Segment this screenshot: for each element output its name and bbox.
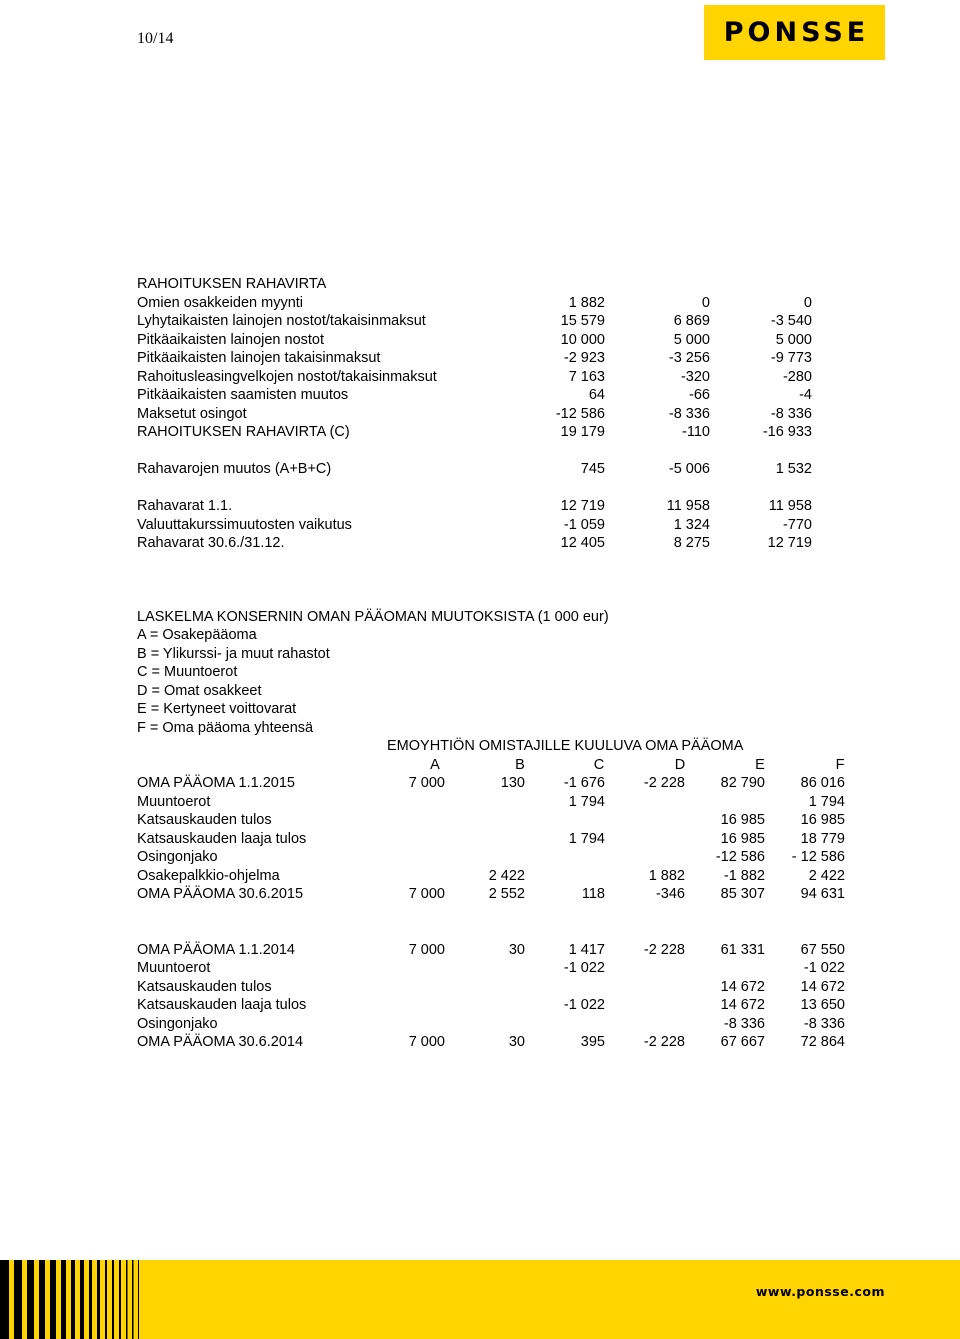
- footer-bar: [0, 1260, 960, 1339]
- value-col-e: 14 672: [720, 997, 765, 1013]
- value-col-c: 1 417: [568, 941, 605, 958]
- equity-row: [137, 959, 857, 978]
- equity-rows-2014: [137, 941, 857, 1052]
- value-col-c: 1 794: [568, 830, 605, 847]
- cashflow-title: [137, 275, 857, 294]
- row-label: Rahavarat 1.1.: [137, 498, 233, 514]
- legend-item: [137, 682, 857, 701]
- logo-text: PONSSE: [723, 17, 870, 48]
- group-header-text: EMOYHTIÖN OMISTAJILLE KUULUVA OMA PÄÄOMA: [387, 738, 744, 754]
- value-col-c: -1 676: [563, 775, 605, 791]
- value-col-e: 67 667: [720, 1034, 765, 1050]
- footer-url: www.ponsse.com: [755, 1284, 885, 1299]
- value-col-1: -12 586: [555, 405, 605, 422]
- value-col-3: -9 773: [770, 350, 812, 366]
- value-col-f: -1 022: [803, 960, 845, 976]
- cash-row: [137, 516, 857, 535]
- legend-item: [137, 663, 857, 682]
- row-label: OMA PÄÄOMA 30.6.2014: [137, 1034, 304, 1050]
- equity-row: [137, 941, 857, 960]
- spacer: [137, 442, 857, 461]
- cashflow-row: [137, 349, 857, 368]
- value-col-f: 1 794: [808, 793, 845, 810]
- value-2014-full: 1 532: [775, 461, 812, 477]
- value-col-f: 2 422: [808, 867, 845, 884]
- value-col-e: 82 790: [720, 775, 765, 791]
- equity-group-header: [137, 737, 857, 756]
- row-label: Rahavarat 30.6./31.12.: [137, 535, 285, 551]
- row-label: Muuntoerot: [137, 793, 211, 810]
- value-col-f: 86 016: [800, 775, 845, 791]
- value-col-2: -110: [682, 424, 710, 440]
- cash-row: [137, 497, 857, 516]
- row-label: Maksetut osingot: [137, 405, 247, 422]
- legend-text: E = Kertyneet voittovarat: [137, 701, 297, 717]
- col-header-c: C: [593, 756, 605, 773]
- cashflow-row: [137, 405, 857, 424]
- value-col-2: 0: [701, 294, 710, 311]
- value-col-f: 16 985: [800, 812, 845, 828]
- value-col-f: 13 650: [800, 997, 845, 1013]
- value-col-c: 1 794: [568, 793, 605, 810]
- value-col-3: 0: [803, 294, 812, 311]
- equity-row: [137, 1015, 857, 1034]
- section-gap: [137, 904, 857, 941]
- value-col-f: - 12 586: [791, 849, 845, 865]
- value-col-1: -2 923: [563, 350, 605, 366]
- value-col-2: -3 256: [668, 350, 710, 366]
- cashflow-row: [137, 331, 857, 350]
- row-label: Osakepalkkio-ohjelma: [137, 867, 280, 884]
- value-col-1: 7 163: [568, 368, 605, 385]
- value-col-a: 7 000: [408, 1034, 445, 1050]
- cash-row: [137, 534, 857, 553]
- value-col-c: -1 022: [563, 997, 605, 1013]
- cashflow-rows: [137, 294, 857, 442]
- value-col-2: -8 336: [668, 405, 710, 422]
- page-number: 10/14: [137, 30, 174, 47]
- equity-rows-2015: [137, 774, 857, 904]
- value-col-f: 14 672: [800, 978, 845, 995]
- ponsse-logo: [704, 5, 885, 60]
- row-label: OMA PÄÄOMA 1.1.2015: [137, 775, 295, 791]
- value-col-c: -1 022: [563, 960, 605, 976]
- col-header-d: D: [674, 756, 686, 773]
- row-label: Osingonjako: [137, 849, 218, 865]
- value-col-1: 1 882: [568, 294, 605, 311]
- equity-row: [137, 793, 857, 812]
- value-col-3: -3 540: [770, 313, 812, 329]
- value-col-2: -66: [689, 387, 710, 403]
- cashflow-row: [137, 386, 857, 405]
- value-col-f: 94 631: [800, 886, 845, 902]
- legend-text: A = Osakepääoma: [137, 627, 257, 643]
- value-col-1: 10 000: [560, 331, 605, 348]
- col-header-b: B: [515, 756, 525, 773]
- value-col-2: 8 275: [673, 535, 710, 551]
- legend-text: D = Omat osakkeet: [137, 682, 262, 699]
- value-col-3: -280: [782, 368, 812, 385]
- value-col-e: -8 336: [723, 1015, 765, 1032]
- value-col-1: 12 405: [560, 535, 605, 551]
- equity-row: [137, 867, 857, 886]
- row-label: Rahoitusleasingvelkojen nostot/takaisinmaksut: [137, 368, 437, 385]
- value-col-b: 30: [508, 941, 525, 958]
- row-label: Katsauskauden tulos: [137, 978, 272, 995]
- cashflow-row: [137, 368, 857, 387]
- value-col-b: 30: [508, 1034, 525, 1050]
- equity-row: [137, 848, 857, 867]
- row-label: Katsauskauden laaja tulos: [137, 997, 307, 1013]
- value-col-c: 118: [581, 886, 605, 902]
- equity-column-headers: [137, 756, 857, 775]
- row-label: Pitkäaikaisten lainojen nostot: [137, 331, 325, 348]
- cashflow-title-text: RAHOITUKSEN RAHAVIRTA: [137, 276, 327, 292]
- value-col-2: 6 869: [673, 313, 710, 329]
- value-col-d: -346: [655, 886, 685, 902]
- legend-text: B = Ylikurssi- ja muut rahastot: [137, 645, 330, 662]
- value-col-b: 2 552: [488, 886, 525, 902]
- equity-row: [137, 978, 857, 997]
- value-col-d: -2 228: [643, 941, 685, 958]
- legend-text: F = Oma pääoma yhteensä: [137, 719, 314, 736]
- equity-row: [137, 1033, 857, 1052]
- col-header-e: E: [755, 756, 765, 773]
- value-col-1: 15 579: [560, 313, 605, 329]
- equity-row: [137, 830, 857, 849]
- equity-row: [137, 996, 857, 1015]
- equity-title: [137, 608, 857, 627]
- col-header-a: A: [430, 756, 440, 773]
- document-body: [137, 275, 857, 1052]
- row-label: Rahavarojen muutos (A+B+C): [137, 461, 332, 477]
- cash-rows: [137, 497, 857, 553]
- value-2015: 745: [580, 461, 605, 477]
- value-col-c: 395: [580, 1034, 605, 1050]
- legend-item: [137, 626, 857, 645]
- value-col-d: -2 228: [643, 775, 685, 791]
- value-col-e: 14 672: [720, 978, 765, 995]
- row-label: Katsauskauden tulos: [137, 812, 272, 828]
- value-col-2: -320: [680, 368, 710, 385]
- value-col-f: 18 779: [800, 830, 845, 847]
- row-label: Omien osakkeiden myynti: [137, 294, 304, 311]
- value-col-f: -8 336: [803, 1015, 845, 1032]
- value-col-e: 61 331: [720, 941, 765, 958]
- row-label: Pitkäaikaisten saamisten muutos: [137, 387, 349, 403]
- legend-item: [137, 700, 857, 719]
- row-label: OMA PÄÄOMA 1.1.2014: [137, 941, 295, 958]
- legend-text: C = Muuntoerot: [137, 664, 238, 680]
- stripes-decoration: [0, 1260, 160, 1339]
- equity-row: [137, 774, 857, 793]
- value-2014: -5 006: [668, 461, 710, 477]
- value-col-e: -12 586: [715, 849, 765, 865]
- value-col-2: 5 000: [673, 331, 710, 348]
- row-label: Katsauskauden laaja tulos: [137, 830, 307, 847]
- value-col-e: 85 307: [720, 886, 765, 902]
- equity-row: [137, 811, 857, 830]
- value-col-d: 1 882: [648, 867, 685, 884]
- value-col-3: -16 933: [762, 424, 812, 440]
- value-col-e: -1 882: [723, 867, 765, 884]
- value-col-a: 7 000: [408, 775, 445, 791]
- row-label: Osingonjako: [137, 1015, 218, 1032]
- value-col-a: 7 000: [408, 886, 445, 902]
- row-label: Valuuttakurssimuutosten vaikutus: [137, 516, 352, 533]
- value-col-b: 2 422: [488, 867, 525, 884]
- equity-row: [137, 885, 857, 904]
- row-label: Muuntoerot: [137, 960, 211, 976]
- value-col-3: 12 719: [767, 535, 812, 551]
- value-col-3: -4: [799, 387, 812, 403]
- value-col-e: 16 985: [720, 830, 765, 847]
- value-col-1: 12 719: [560, 498, 605, 514]
- value-col-3: 5 000: [775, 331, 812, 348]
- value-col-e: 16 985: [720, 812, 765, 828]
- value-col-d: -2 228: [643, 1034, 685, 1050]
- equity-legend: [137, 626, 857, 737]
- value-col-1: -1 059: [563, 516, 605, 533]
- section-gap: [137, 553, 857, 608]
- legend-item: [137, 719, 857, 738]
- value-col-1: 64: [588, 387, 605, 403]
- equity-title-text: LASKELMA KONSERNIN OMAN PÄÄOMAN MUUTOKSISTA (1 000 eur): [137, 608, 609, 625]
- value-col-f: 67 550: [800, 941, 845, 958]
- value-col-3: -770: [782, 516, 812, 533]
- spacer: [137, 479, 857, 498]
- value-col-2: 1 324: [673, 516, 710, 533]
- col-header-f: F: [835, 756, 845, 773]
- legend-item: [137, 645, 857, 664]
- row-label: Lyhytaikaisten lainojen nostot/takaisinmaksut: [137, 313, 426, 329]
- value-col-a: 7 000: [408, 941, 445, 958]
- value-col-1: 19 179: [560, 424, 605, 440]
- cashflow-row: [137, 423, 857, 442]
- value-col-2: 11 958: [666, 498, 710, 514]
- row-label: Pitkäaikaisten lainojen takaisinmaksut: [137, 350, 381, 366]
- row-label: OMA PÄÄOMA 30.6.2015: [137, 886, 304, 902]
- cashflow-row: [137, 312, 857, 331]
- cashflow-row: [137, 294, 857, 313]
- value-col-3: -8 336: [770, 405, 812, 422]
- row-label: RAHOITUKSEN RAHAVIRTA (C): [137, 424, 350, 440]
- value-col-3: 11 958: [768, 498, 812, 514]
- value-col-b: 130: [500, 775, 525, 791]
- cashflow-change-row: [137, 460, 857, 479]
- value-col-f: 72 864: [800, 1034, 845, 1050]
